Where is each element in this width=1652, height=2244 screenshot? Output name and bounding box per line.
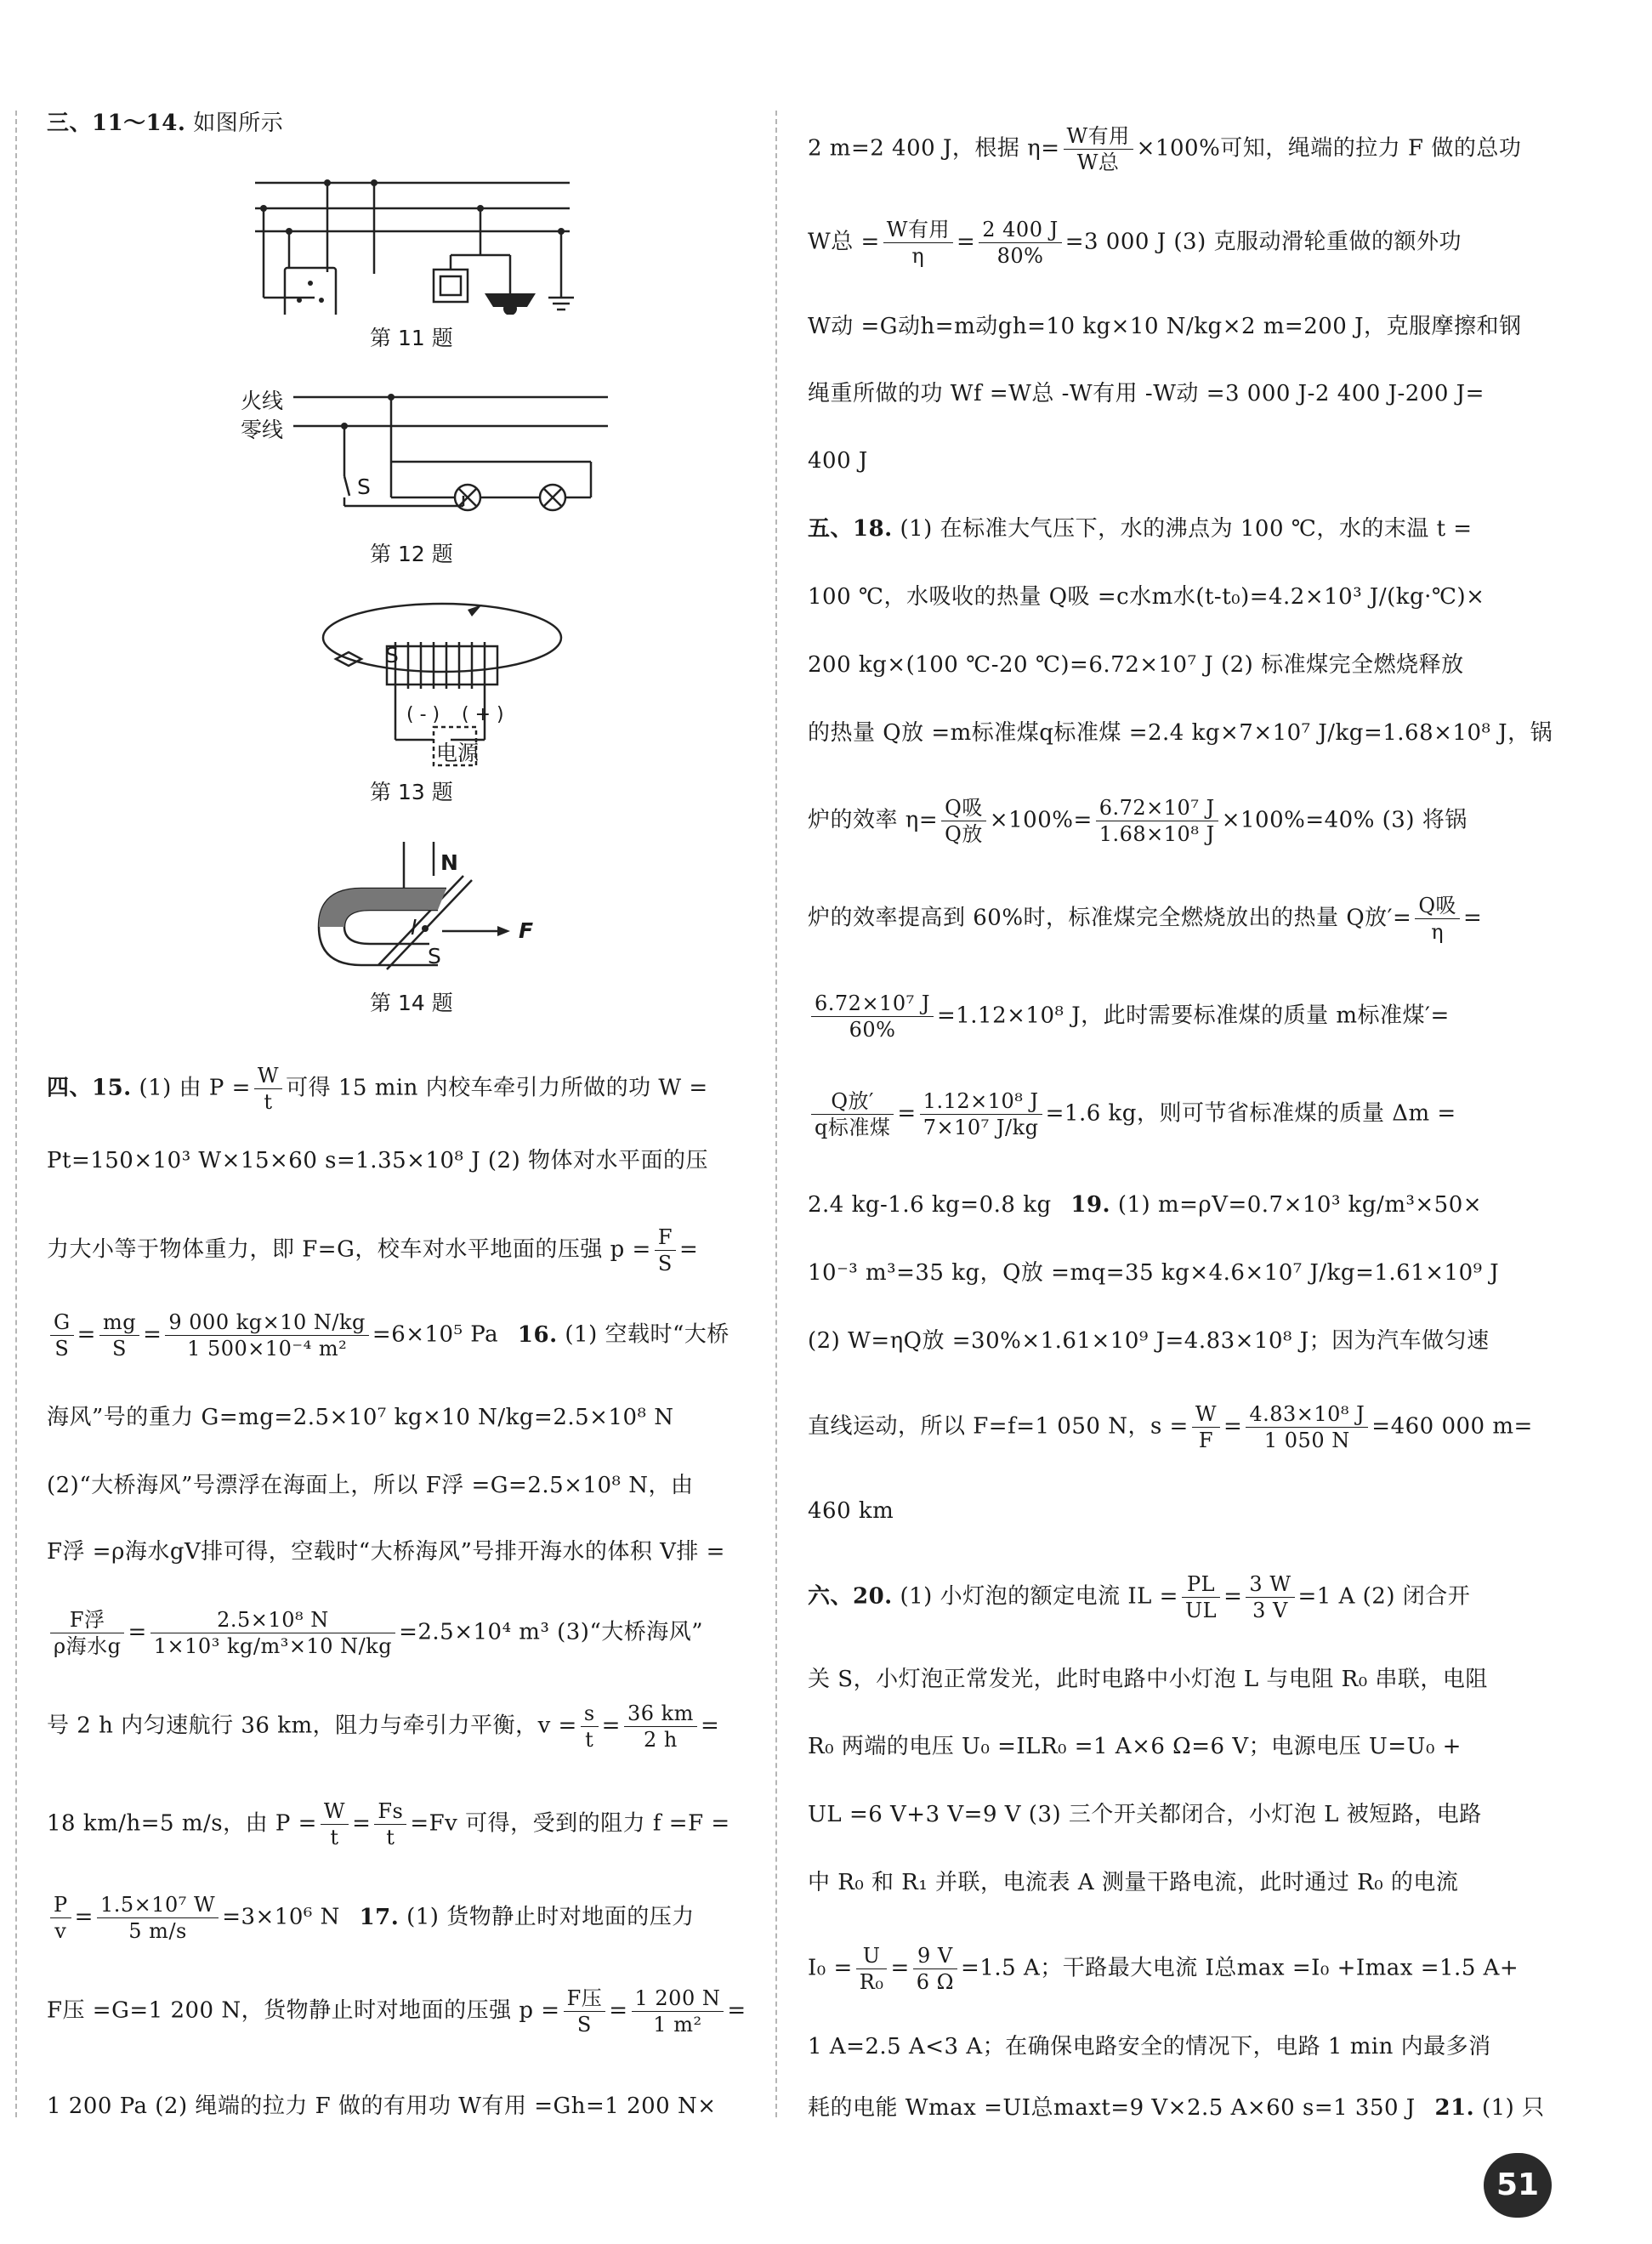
q20-line-5: 中 R₀ 和 R₁ 并联，电流表 A 测量干路电流，此时通过 R₀ 的电流 (808, 1870, 1459, 1895)
q16-line-6: 号 2 h 内匀速航行 36 km，阻力与牵引力平衡，v = $\frac{s}{t}$ = $\frac{36 km}{2 h}$ = (47, 1701, 720, 1752)
figure-11-household-circuit (255, 174, 595, 315)
q15-line-4: $\frac{G}{S}$ = $\frac{mg}{S}$ = $\frac{9 000 kg\times 10 N/kg}{\text{1 500×10⁻⁴ m²}}$ =6×10⁵ Pa 16. (1) 空载时“大桥 (47, 1309, 752, 1361)
question-21-number: 21. (1434, 2095, 1475, 2121)
q16-line-3: (2)“大桥海风”号漂浮在海面上，所以 F浮 =G=2.5×10⁸ N，由 (47, 1473, 694, 1498)
q16-line-4: F浮 =ρ海水gV排可得，空载时“大桥海风”号排开海水的体积 V排 = (47, 1539, 725, 1565)
label-source-positive: ( + ) (462, 704, 504, 725)
q18-line-8: $\frac{\text{Q放′}}{\text{q标准煤}}$ = $\frac{\text{1.12×10⁸ J}}{\text{7×10⁷ J/kg}}$ =1.6 kg，则可节省标准煤的质量 Δm = (808, 1088, 1513, 1140)
q20-line-1: 六、20. (1) 小灯泡的额定电流 IL = $\frac{PL}{UL}$ = $\frac{3 W}{3 V}$ =1 A (2) 闭合开 (808, 1572, 1471, 1622)
r-line-4: 绳重所做的功 Wf =W总 -W有用 -W动 =3 000 J-2 400 J-200 J= (808, 381, 1485, 406)
q16-line-2: 海风”号的重力 G=mg=2.5×10⁷ kg×10 N/kg=2.5×10⁸ N (47, 1405, 674, 1430)
q18-line-4: 的热量 Q放 =m标准煤q标准煤 =2.4 kg×7×10⁷ J/kg=1.68×10⁸ J，锅 (808, 720, 1553, 746)
q16-line-7: 18 km/h=5 m/s，由 P = $\frac{W}{t}$ = $\frac{Fs}{t}$ =Fv 可得，受到的阻力 f =F = (47, 1799, 730, 1849)
q20-line-4: UL =6 V+3 V=9 V (3) 三个开关都闭合，小灯泡 L 被短路，电路 (808, 1802, 1482, 1827)
caption-fig-13: 第 13 题 (370, 780, 453, 804)
label-pole-s: S (385, 643, 399, 668)
q20-line-7: 1 A=2.5 A<3 A；在确保电路安全的情况下，电路 1 min 内最多消 (808, 2034, 1491, 2059)
question-15-number: 四、15. (47, 1075, 132, 1101)
q18-line-2: 100 ℃，水吸收的热量 Q吸 =c水m水(t-t₀)=4.2×10³ J/(kg·℃)× (808, 584, 1485, 610)
section-3-number: 三、11～14. (47, 111, 186, 136)
q19-line-4: 直线运动，所以 F=f=1 050 N，s = $\frac{W}{F}$ = $\frac{\text{4.83×10⁸ J}}{1 050 N}$ =460 000 m= (808, 1402, 1533, 1452)
page-number-badge: 51 (1484, 2153, 1552, 2218)
q18-line-1: 五、18. (1) 在标准大气压下，水的沸点为 100 ℃，水的末温 t = (808, 516, 1473, 542)
question-17-number: 17. (359, 1904, 400, 1930)
q16-line-8: $\frac{P}{v}$ = $\frac{\text{1.5×10⁷ W}}{5 m/s}$ =3×10⁶ N 17. (1) 货物静止时对地面的压力 (47, 1892, 752, 1944)
q15-line-3: 力大小等于物体重力，即 F=G，校车对水平地面的压强 p = $\frac{F}{S}$ = (47, 1225, 699, 1275)
question-19-number: 19. (1070, 1192, 1111, 1218)
q19-line-5: 460 km (808, 1498, 894, 1524)
fraction: $\frac{W}{t}$ (254, 1063, 282, 1115)
question-18-number: 五、18. (808, 516, 893, 542)
r-line-3: W动 =G动h=m动gh=10 kg×10 N/kg×2 m=200 J，克服摩擦和钢 (808, 314, 1522, 339)
q17-line-3: 1 200 Pa (2) 绳端的拉力 F 做的有用功 W有用 =Gh=1 200 N× (47, 2093, 717, 2119)
caption-fig-14: 第 14 题 (370, 991, 453, 1015)
figure-13-solenoid (285, 599, 582, 778)
q16-line-5: $\frac{\text{F浮}}{\text{ρ海水g}}$ = $\frac{\text{2.5×10⁸ N}}{\text{1×10³ kg/m³×10 N/kg}}$ =2.5×10⁴ m³ (3)“大桥海风” (47, 1607, 752, 1659)
caption-fig-12: 第 12 题 (370, 542, 453, 566)
r-line-5: 400 J (808, 448, 868, 474)
column-divider (775, 111, 777, 2117)
label-switch-s: S (357, 474, 371, 499)
question-16-number: 16. (517, 1321, 558, 1348)
figure-12-lamp-circuit (293, 387, 616, 519)
q15-line-1: 四、15. (1) 由 P = $\frac{W}{t}$ 可得 15 min 内校车牵引力所做的功 W = (47, 1064, 708, 1114)
q19-line-3: (2) W=ηQ放 =30%×1.61×10⁹ J=4.83×10⁸ J；因为汽车做匀速 (808, 1328, 1490, 1354)
q17-line-2: F压 =G=1 200 N，货物静止时对地面的压强 p = $\frac{\text{F压}}{S}$ = $\frac{1 200 N}{\text{1 m²}}$ = (47, 1986, 747, 2037)
q20-line-8: 耗的电能 Wmax =UI总maxt=9 V×2.5 A×60 s=1 350 J 21. (1) 只 (808, 2095, 1545, 2121)
r-line-1: 2 m=2 400 J，根据 η= $\frac{\text{W有用}}{\text{W总}}$ ×100%可知，绳端的拉力 F 做的总功 (808, 124, 1522, 174)
label-force-f: F (519, 918, 534, 943)
label-magnet-n: N (440, 850, 458, 875)
caption-fig-11: 第 11 题 (370, 326, 453, 350)
label-current-i: I (411, 915, 417, 940)
label-live-wire: 火线 (241, 389, 284, 413)
q20-line-2: 关 S，小灯泡正常发光，此时电路中小灯泡 L 与电阻 R₀ 串联，电阻 (808, 1667, 1488, 1692)
q15-line-2: Pt=150×10³ W×15×60 s=1.35×10⁸ J (2) 物体对水平面的压 (47, 1148, 708, 1173)
label-magnet-s: S (428, 944, 441, 969)
label-neutral-wire: 零线 (241, 418, 284, 442)
q18-line-5: 炉的效率 η= $\frac{\text{Q吸}}{\text{Q放}}$ ×100%= $\frac{\text{6.72×10⁷ J}}{\text{1.68×10⁸ J}}$ ×100%=40% (3) 将锅 (808, 796, 1467, 846)
q18-line-6: 炉的效率提高到 60%时，标准煤完全燃烧放出的热量 Q放′= $\frac{\text{Q吸}}{\eta}$ = (808, 894, 1483, 944)
q20-line-3: R₀ 两端的电压 U₀ =ILR₀ =1 A×6 Ω=6 V；电源电压 U=U₀ + (808, 1734, 1462, 1759)
question-20-number: 六、20. (808, 1583, 893, 1610)
label-power-source: 电源 (436, 741, 480, 765)
r-line-2: W总 = $\frac{\text{W有用}}{\eta}$ = $\frac{2 400 J}{80\%}$ =3 000 J (3) 克服动滑轮重做的额外功 (808, 218, 1462, 268)
q19-line-1: 2.4 kg-1.6 kg=0.8 kg 19. (1) m=ρV=0.7×10³ kg/m³×50× (808, 1192, 1483, 1218)
label-source-negative: ( - ) (406, 704, 440, 725)
q18-line-7: $\frac{\text{6.72×10⁷ J}}{60\%}$ =1.12×10⁸ J，此时需要标准煤的质量 m标准煤′= (808, 991, 1513, 1042)
q18-line-3: 200 kg×(100 ℃-20 ℃)=6.72×10⁷ J (2) 标准煤完全燃烧释放 (808, 652, 1464, 678)
section-3-line: 三、11～14. 如图所示 (47, 111, 284, 136)
q20-line-6: I₀ = $\frac{U}{\text{R₀}}$ = $\frac{9 V}{6 \Omega}$ =1.5 A；干路最大电流 I总max =I₀ +Imax =1.5 A+ (808, 1944, 1519, 1994)
left-margin-rule (15, 111, 17, 2117)
q19-line-2: 10⁻³ m³=35 kg，Q放 =mq=35 kg×4.6×10⁷ J/kg=1.61×10⁹ J (808, 1260, 1500, 1286)
